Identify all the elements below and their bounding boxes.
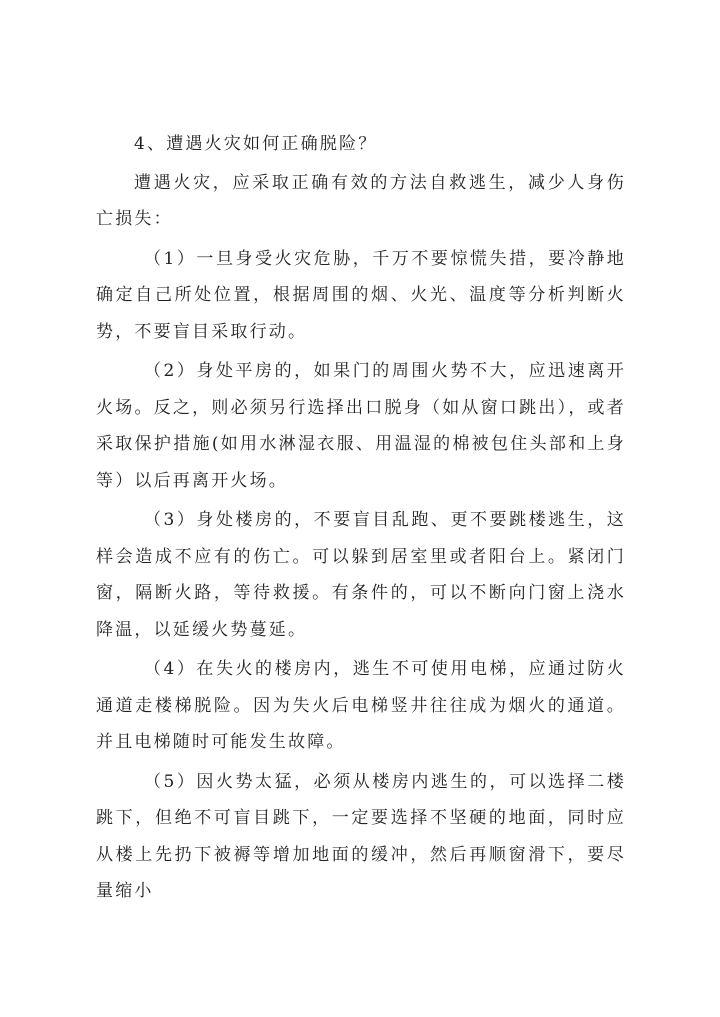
- paragraph-item-5: （5）因火势太猛，必须从楼房内逃生的，可以选择二楼跳下，但绝不可盲目跳下，一定要选择不坚硬的地面，同时应从楼上先扔下被褥等增加地面的缓冲，然后再顺窗滑下，要尽量缩小: [96, 771, 626, 901]
- paragraph-item-1: （1）一旦身受火灾危胁，千万不要惊慌失措，要冷静地确定自己所处位置，根据周围的烟、火光、温度等分析判断火势，不要盲目采取行动。: [96, 248, 626, 342]
- paragraph-item-4: （4）在失火的楼房内，逃生不可使用电梯，应通过防火通道走楼梯脱险。因为失火后电梯竖井往往成为烟火的通道。并且电梯随时可能发生故障。: [96, 659, 626, 752]
- document-body: [96, 126, 626, 910]
- paragraph-item-3: （3）身处楼房的，不要盲目乱跑、更不要跳楼逃生，这样会造成不应有的伤亡。可以躲到居室里或者阳台上。紧闭门窗，隔断火路，等待救援。有条件的，可以不断向门窗上浇水降温，以延缓火势蔓延。: [96, 510, 626, 640]
- section-heading: 4、遭遇火灾如何正确脱险？: [134, 134, 378, 154]
- intro-paragraph: 遭遇火灾，应采取正确有效的方法自救逃生，减少人身伤亡损失：: [96, 172, 626, 229]
- paragraph-item-2: （2）身处平房的，如果门的周围火势不大，应迅速离开火场。反之，则必须另行选择出口脱身（如从窗口跳出），或者采取保护措施(如用水淋湿衣服、用温湿的棉被包住头部和上身等）以后再离开火场。: [96, 361, 626, 491]
